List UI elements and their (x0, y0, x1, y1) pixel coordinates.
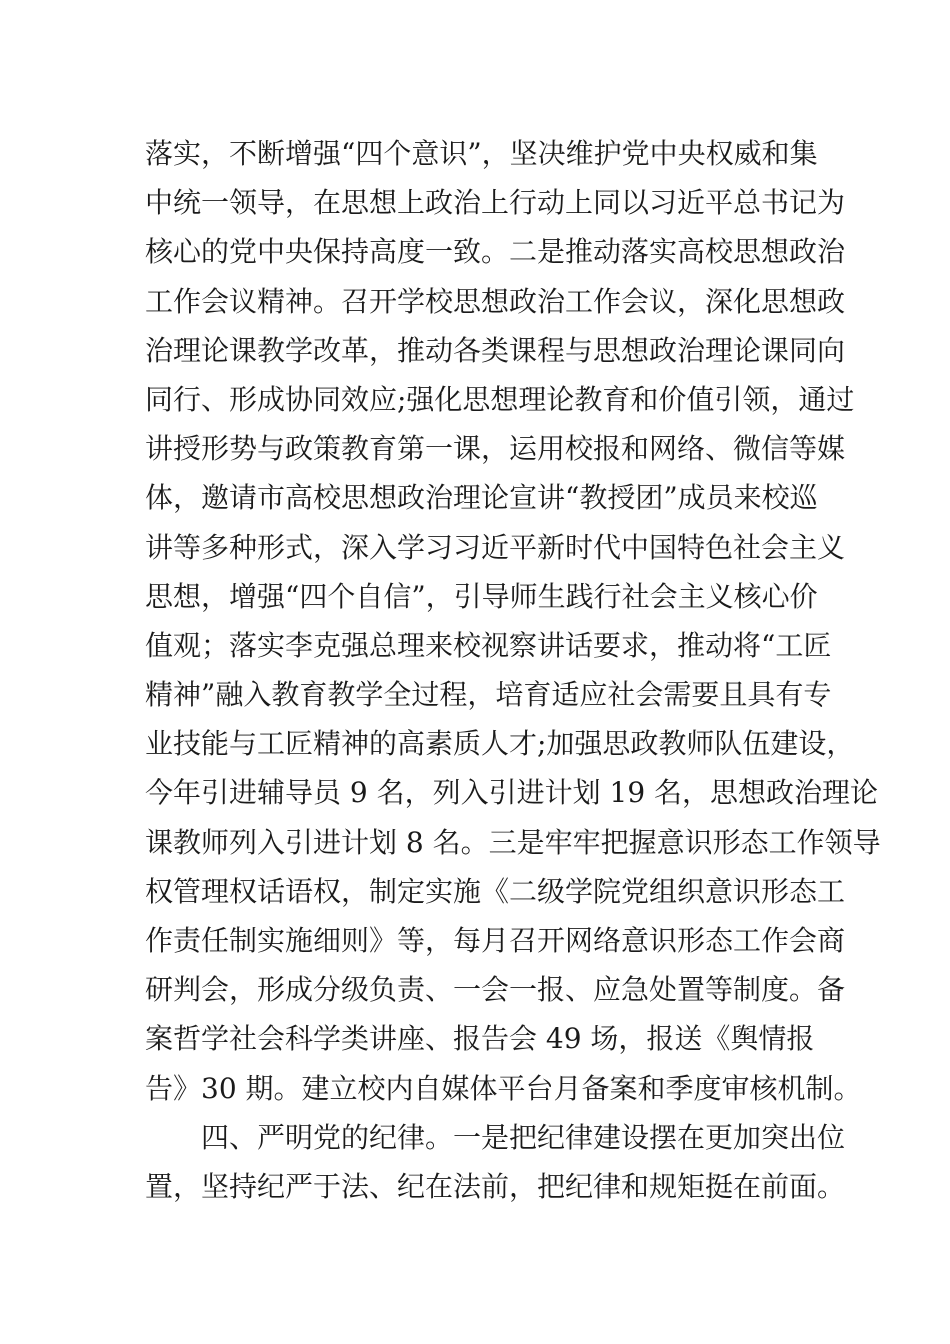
paragraph-line: 案哲学社会科学类讲座、报告会 49 场，报送《舆情报 (145, 1022, 815, 1056)
document-body (145, 129, 881, 1211)
paragraph-line: 值观；落实李克强总理来校视察讲话要求，推动将“工匠 (145, 628, 832, 662)
paragraph-line: 作责任制实施细则》等，每月召开网络意识形态工作会商 (145, 924, 846, 957)
paragraph-line: 讲等多种形式，深入学习习近平新时代中国特色社会主义 (145, 530, 846, 564)
paragraph-line: 业技能与工匠精神的高素质人才;加强思政教师队伍建设， (145, 727, 855, 761)
paragraph-line: 工作会议精神。召开学校思想政治工作会议，深化思想政 (145, 284, 846, 318)
paragraph-line: 告》30 期。建立校内自媒体平台月备案和季度审核机制。 (145, 1071, 862, 1105)
paragraph-line: 体，邀请市高校思想政治理论宣讲“教授团”成员来校巡 (145, 481, 818, 515)
paragraph-line: 课教师列入引进计划 8 名。三是牢牢把握意识形态工作领导 (145, 825, 881, 859)
paragraph-line: 研判会，形成分级负责、一会一报、应急处置等制度。备 (145, 973, 846, 1007)
paragraph-line: 同行、形成协同效应;强化思想理论教育和价值引领，通过 (145, 382, 855, 416)
paragraph-line: 今年引进辅导员 9 名，列入引进计划 19 名，思想政治理论 (145, 776, 879, 810)
paragraph-line: 核心的党中央保持高度一致。二是推动落实高校思想政治 (145, 235, 846, 269)
paragraph-1 (145, 129, 881, 1113)
paragraph-line: 权管理权话语权，制定实施《二级学院党组织意识形态工 (145, 874, 846, 908)
paragraph-line: 置，坚持纪严于法、纪在法前，把纪律和规矩挺在前面。 (145, 1169, 846, 1203)
paragraph-2 (145, 1113, 846, 1211)
paragraph-line: 四、严明党的纪律。一是把纪律建设摆在更加突出位 (145, 1120, 846, 1154)
paragraph-line: 治理论课教学改革，推动各类课程与思想政治理论课同向 (145, 333, 846, 367)
paragraph-line: 落实，不断增强“四个意识”，坚决维护党中央权威和集 (145, 137, 818, 170)
paragraph-line: 中统一领导，在思想上政治上行动上同以习近平总书记为 (145, 186, 846, 220)
paragraph-line: 精神”融入教育教学全过程，培育适应社会需要且具有专 (145, 678, 832, 712)
paragraph-line: 讲授形势与政策教育第一课，运用校报和网络、微信等媒 (145, 432, 846, 466)
paragraph-line: 思想，增强“四个自信”，引导师生践行社会主义核心价 (145, 579, 818, 613)
